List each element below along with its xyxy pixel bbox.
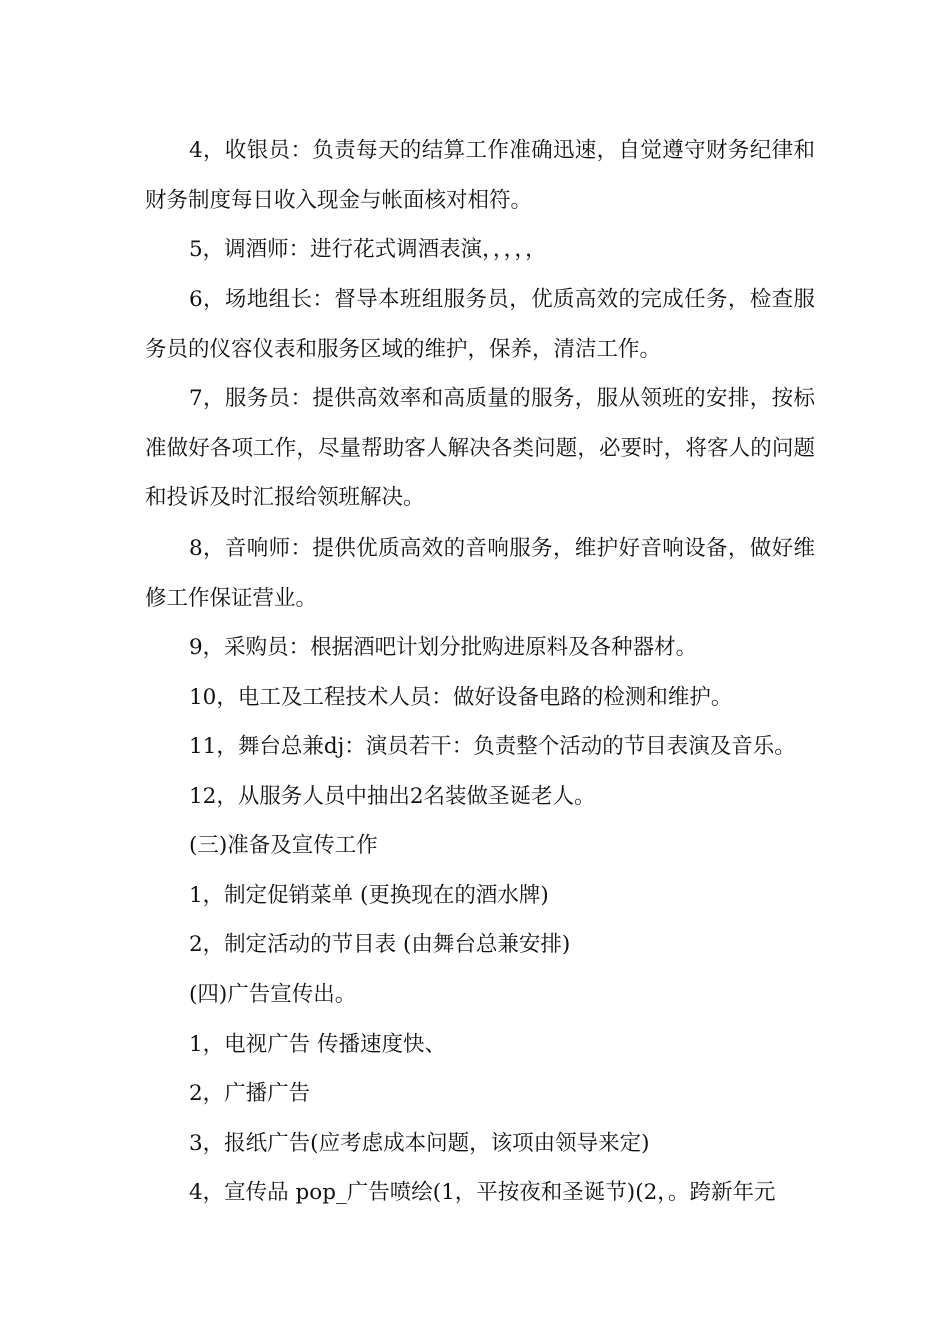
paragraph-stage-dj: 11，舞台总兼dj：演员若干：负责整个活动的节目表演及音乐。 [189, 734, 796, 759]
paragraph-santa: 12，从服务人员中抽出2名装做圣诞老人。 [189, 784, 596, 809]
paragraph-purchaser: 9，采购员：根据酒吧计划分批购进原料及各种器材。 [189, 635, 698, 660]
section-heading-advertising: (四)广告宣传出。 [189, 982, 357, 1007]
paragraph-newspaper-ad: 3，报纸广告(应考虑成本问题，该项由领导来定) [189, 1131, 650, 1156]
paragraph-radio-ad: 2，广播广告 [189, 1081, 311, 1106]
paragraph-tv-ad: 1，电视广告 传播速度快、 [189, 1032, 447, 1057]
paragraph-floor-leader: 6，场地组长：督导本班组服务员，优质高效的完成任务，检查服务员的仪容仪表和服务区域的维护，保养，清洁工作。 [145, 287, 815, 362]
section-heading-preparation: (三)准备及宣传工作 [189, 833, 378, 858]
paragraph-promo-menu: 1，制定促销菜单 (更换现在的酒水牌) [189, 883, 549, 908]
paragraph-waiter: 7，服务员：提供高效率和高质量的服务，服从领班的安排，按标准做好各项工作，尽量帮助客人解决各类问题，必要时，将客人的问题和投诉及时汇报给领班解决。 [145, 386, 815, 510]
paragraph-electrician: 10，电工及工程技术人员：做好设备电路的检测和维护。 [189, 685, 733, 710]
paragraph-bartender: 5，调酒师：进行花式调酒表演，，，，， [189, 237, 547, 262]
paragraph-program-schedule: 2，制定活动的节目表 (由舞台总兼安排) [189, 932, 571, 957]
paragraph-cashier: 4，收银员：负责每天的结算工作准确迅速，自觉遵守财务纪律和财务制度每日收入现金与帐面核对相符。 [145, 138, 815, 213]
paragraph-sound-engineer: 8，音响师：提供优质高效的音响服务，维护好音响设备，做好维修工作保证营业。 [145, 536, 815, 611]
paragraph-pop-materials: 4，宣传品 pop_广告喷绘(1，平按夜和圣诞节)(2，。跨新年元 [189, 1180, 776, 1205]
